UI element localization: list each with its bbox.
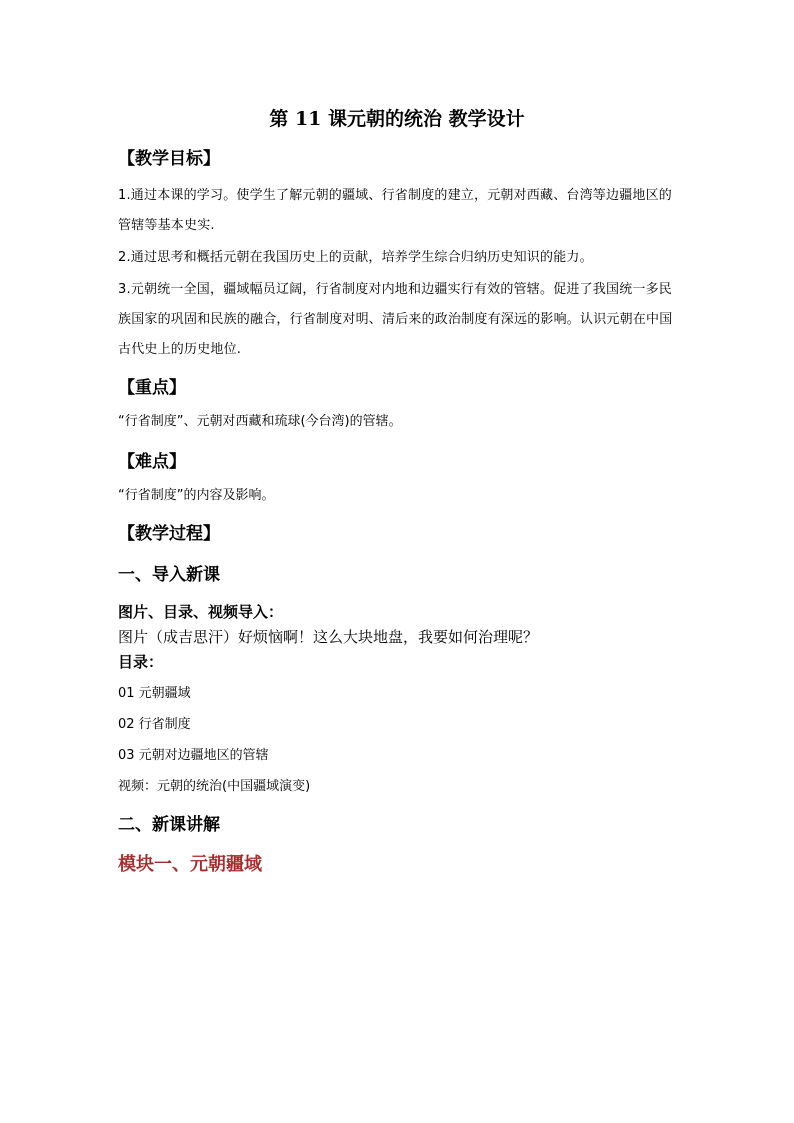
objective-2: 2.通过思考和概括元朝在我国历史上的贡献，培养学生综合归纳历史知识的能力。 bbox=[118, 250, 593, 265]
intro-text: 图片（成吉思汗）好烦恼啊！这么大块地盘，我要如何治理呢？ bbox=[118, 628, 539, 646]
difficult-heading: 【难点】 bbox=[118, 452, 186, 472]
section-1-heading: 一、导入新课 bbox=[118, 565, 220, 585]
process-heading: 【教学过程】 bbox=[118, 524, 220, 544]
video-text: 视频：元朝的统治(中国疆域演变) bbox=[118, 779, 311, 794]
difficult-text: “行省制度”的内容及影响。 bbox=[118, 488, 275, 503]
key-text: “行省制度”、元朝对西藏和琉球(今台湾)的管辖。 bbox=[118, 414, 402, 429]
toc-label: 目录： bbox=[118, 653, 164, 671]
toc-item-1: 01 元朝疆域 bbox=[118, 686, 191, 701]
toc-item-2: 02 行省制度 bbox=[118, 717, 191, 732]
key-heading: 【重点】 bbox=[118, 378, 186, 398]
toc-item-3: 03 元朝对边疆地区的管辖 bbox=[118, 748, 269, 763]
intro-subheading: 图片、目录、视频导入： bbox=[118, 603, 284, 621]
objectives-heading: 【教学目标】 bbox=[118, 149, 220, 169]
module-1-heading: 模块一、元朝疆域 bbox=[118, 854, 262, 875]
objective-1: 1.通过本课的学习。使学生了解元朝的疆域、行省制度的建立，元朝对西藏、台湾等边疆地区的管辖等基本史实. bbox=[118, 188, 673, 233]
section-2-heading: 二、新课讲解 bbox=[118, 815, 220, 835]
document-title: 第 11 课元朝的统治 教学设计 bbox=[269, 108, 525, 130]
objective-3: 3.元朝统一全国，疆域幅员辽阔，行省制度对内地和边疆实行有效的管辖。促进了我国统一多民族国家的巩固和民族的融合，行省制度对明、清后来的政治制度有深远的影响。认识元朝在中国古代史上的历史地位. bbox=[118, 282, 673, 357]
